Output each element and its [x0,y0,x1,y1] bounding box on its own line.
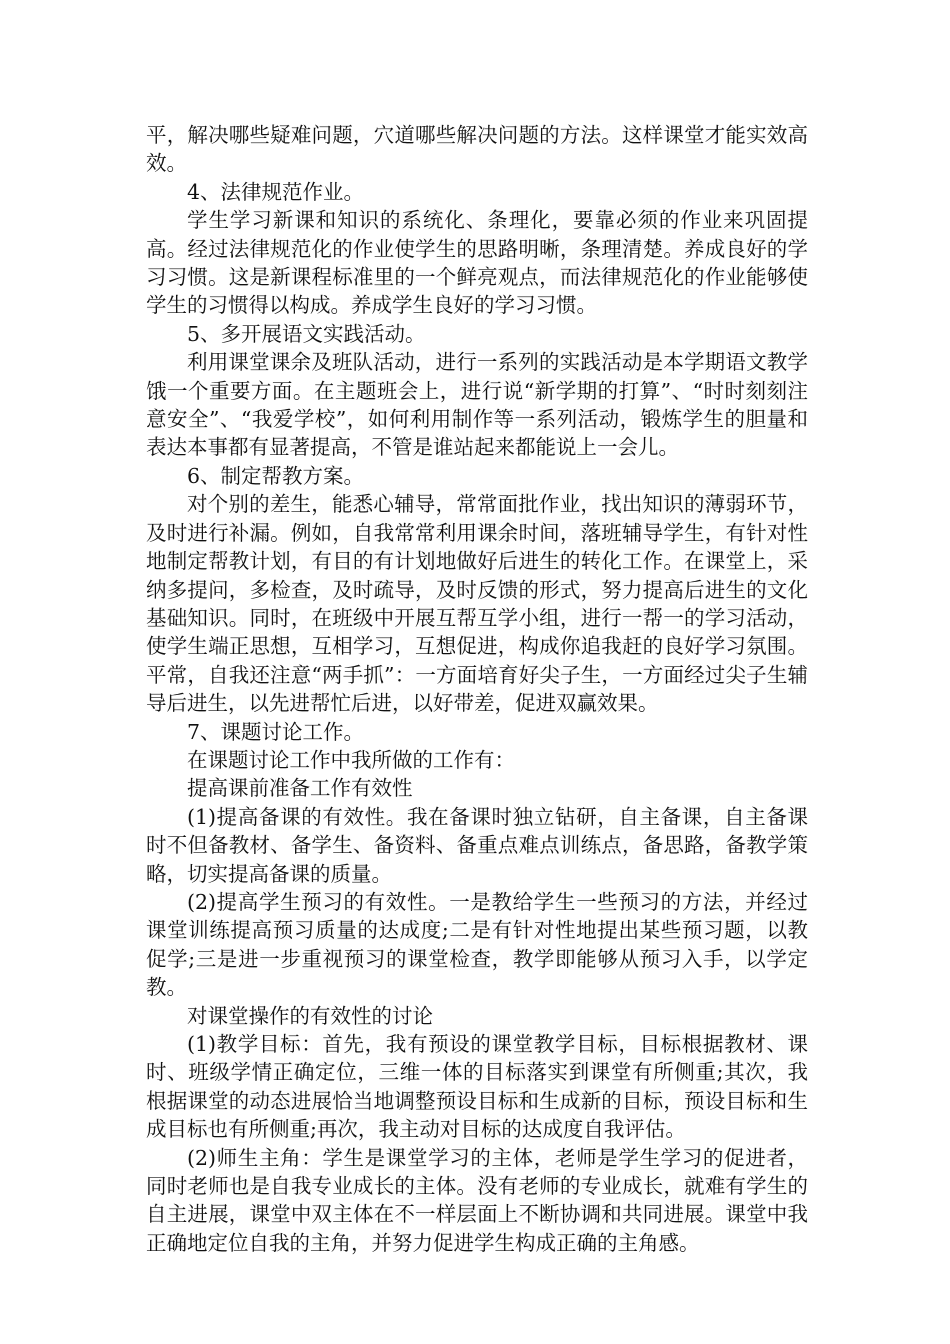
section-heading-5: 5、多开展语文实践活动。 [187,321,426,346]
paragraph: 利用课堂课余及班队活动，进行一系列的实践活动是本学期语文教学饿一个重要方面。在主题班会上，进行说“新学期的打算”、“时时刻刻注意安全”、“我爱学校”，如何利用制作等一系列活动，锻炼学生的胆量和表达本事都有显著提高，不管是谁站起来都能说上一会儿。 [146,350,808,460]
paragraph: 在课题讨论工作中我所做的工作有： [187,747,515,772]
paragraph: (2)提高学生预习的有效性。一是教给学生一些预习的方法，并经过课堂训练提高预习质量的达成度;二是有针对性地提出某些预习题，以教促学;三是进一步重视预习的课堂检查，教学即能够从预习入手，以学定教。 [146,889,808,1000]
paragraph: 对个别的差生，能悉心辅导，常常面批作业，找出知识的薄弱环节，及时进行补漏。例如，自我常常利用课余时间，落班辅导学生，有针对性地制定帮教计划，有目的有计划地做好后进生的转化工作。在课堂上，采纳多提问，多检查，及时疏导，及时反馈的形式，努力提高后进生的文化基础知识。同时，在班级中开展互帮互学小组，进行一帮一的学习活动，使学生端正思想，互相学习，互想促进，构成你追我赶的良好学习氛围。平常，自我还注意“两手抓”：一方面培育好尖子生，一方面经过尖子生辅导后进生，以先进帮忙后进，以好带差，促进双赢效果。 [146,492,808,716]
paragraph-continuation: 平，解决哪些疑难问题，穴道哪些解决问题的方法。这样课堂才能实效高效。 [146,123,808,176]
subheading: 对课堂操作的有效性的讨论 [187,1003,433,1028]
paragraph: (1)提高备课的有效性。我在备课时独立钻研，自主备课，自主备课时不但备教材、备学生、备资料、备重点难点训练点，备思路，备教学策略，切实提高备课的质量。 [146,804,808,886]
document-body [146,121,808,1257]
paragraph: 学生学习新课和知识的系统化、条理化，要靠必须的作业来巩固提高。经过法律规范化的作业使学生的思路明晰，条理清楚。养成良好的学习习惯。这是新课程标准里的一个鲜亮观点，而法律规范化的作业能够使学生的习惯得以构成。养成学生良好的学习习惯。 [146,208,808,318]
section-heading-6: 6、制定帮教方案。 [187,463,365,488]
paragraph: (1)教学目标：首先，我有预设的课堂教学目标，目标根据教材、课时、班级学情正确定位，三维一体的目标落实到课堂有所侧重;其次，我根据课堂的动态进展恰当地调整预设目标和生成新的目标，预设目标和生成目标也有所侧重;再次，我主动对目标的达成度自我评估。 [146,1032,808,1142]
section-heading-7: 7、课题讨论工作。 [187,719,365,744]
section-heading-4: 4、法律规范作业。 [187,179,365,204]
subheading: 提高课前准备工作有效性 [187,776,413,801]
paragraph: (2)师生主角：学生是课堂学习的主体，老师是学生学习的促进者，同时老师也是自我专业成长的主体。没有老师的专业成长，就难有学生的自主进展，课堂中双主体在不一样层面上不断协调和共同进展。课堂中我正确地定位自我的主角，并努力促进学生构成正确的主角感。 [146,1145,808,1255]
